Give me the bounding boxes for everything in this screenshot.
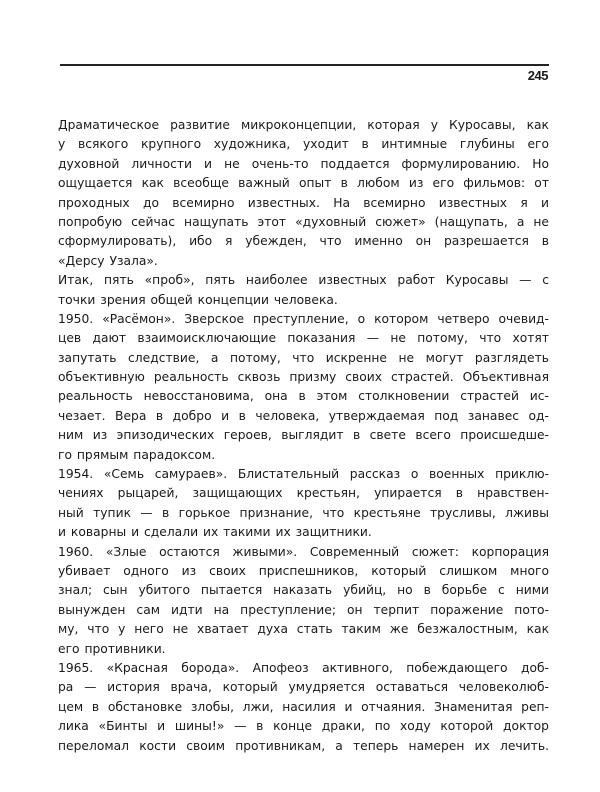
page-body-text xyxy=(58,116,549,756)
text-line: духовной личности и не очень-то поддается формулированию. Но xyxy=(58,156,549,171)
text-line: и коварны и сделали их такими их защитники. xyxy=(58,525,372,540)
text-line: ный тупик — в горькое признание, что крестьяне трусливы, лживы xyxy=(58,505,549,520)
text-line: цев дают взаимоисключающие показания — не потому, что хотят xyxy=(58,331,549,346)
text-line: ощущается как всеобще важный опыт в любом из его фильмов: от xyxy=(58,176,549,191)
text-line: знал; сын убитого пытается наказать убийц, но в борьбе с ними xyxy=(58,583,549,598)
text-line: го прямым парадоксом. xyxy=(58,447,216,462)
text-line: лика «Бинты и шины!» — в конце драки, по ходу которой доктор xyxy=(58,719,549,734)
paragraph xyxy=(58,659,549,756)
paragraph xyxy=(58,543,549,659)
text-line: переломал кости своим противникам, а теперь намерен их лечить. xyxy=(58,738,549,753)
text-line: ра — история врача, который умудряется оставаться человеколюб- xyxy=(58,680,549,695)
text-line: му, что у него не хватает духа стать таким же безжалостным, как xyxy=(58,622,549,637)
text-line: проходных до всемирно известных. На всемирно известных я и xyxy=(58,195,549,210)
paragraph xyxy=(58,310,549,465)
text-line: 1960. «Злые остаются живыми». Современный сюжет: корпорация xyxy=(58,544,549,559)
text-line: запутать следствие, а потому, что искренне не могут разглядеть xyxy=(58,350,549,365)
text-line: цем в обстановке злобы, лжи, насилия и отчаяния. Знаменитая реп- xyxy=(58,699,549,714)
text-line: точки зрения общей концепции человека. xyxy=(58,292,338,307)
text-line: чениях рыцарей, защищающих крестьян, упирается в нравствен- xyxy=(58,486,549,501)
text-line: вынужден сам идти на преступление; он терпит поражение пото- xyxy=(58,602,549,617)
text-line: Драматическое развитие микроконцепции, которая у Куросавы, как xyxy=(58,118,549,132)
page-number: 245 xyxy=(527,68,548,83)
text-line: у всякого крупного художника, уходит в интимные глубины его xyxy=(58,137,549,152)
text-line: 1954. «Семь самураев». Блистательный рассказ о военных приклю- xyxy=(58,467,549,482)
text-line: убивает одного из своих приспешников, который слишком много xyxy=(58,563,549,578)
text-line: попробую сейчас нащупать этот «духовный сюжет» (нащупать, а не xyxy=(58,214,549,229)
paragraph xyxy=(58,116,549,271)
text-line: его противники. xyxy=(58,641,166,656)
text-line: 1965. «Красная борода». Апофеоз активного, побеждающего доб- xyxy=(58,660,549,675)
text-line: чезает. Вера в добро и в человека, утверждаемая под занавес од- xyxy=(58,408,549,423)
text-line: объективную реальность сквозь призму своих страстей. Объективная xyxy=(58,370,549,385)
paragraph xyxy=(58,465,549,543)
text-line: сформулировать), ибо я убежден, что именно он разрешается в xyxy=(58,234,549,249)
paragraph xyxy=(58,271,549,310)
text-line: Итак, пять «проб», пять наиболее известных работ Куросавы — с xyxy=(58,273,549,288)
text-line: 1950. «Расёмон». Зверское преступление, о котором четверо очевид- xyxy=(58,311,549,326)
text-line: «Дерсу Узала». xyxy=(58,253,158,268)
header-rule xyxy=(60,64,549,66)
text-line: ним из эпизодических героев, выглядит в свете всего происшедше- xyxy=(58,428,549,443)
text-line: реальность невосстановима, она в этом столкновении страстей ис- xyxy=(58,389,549,404)
